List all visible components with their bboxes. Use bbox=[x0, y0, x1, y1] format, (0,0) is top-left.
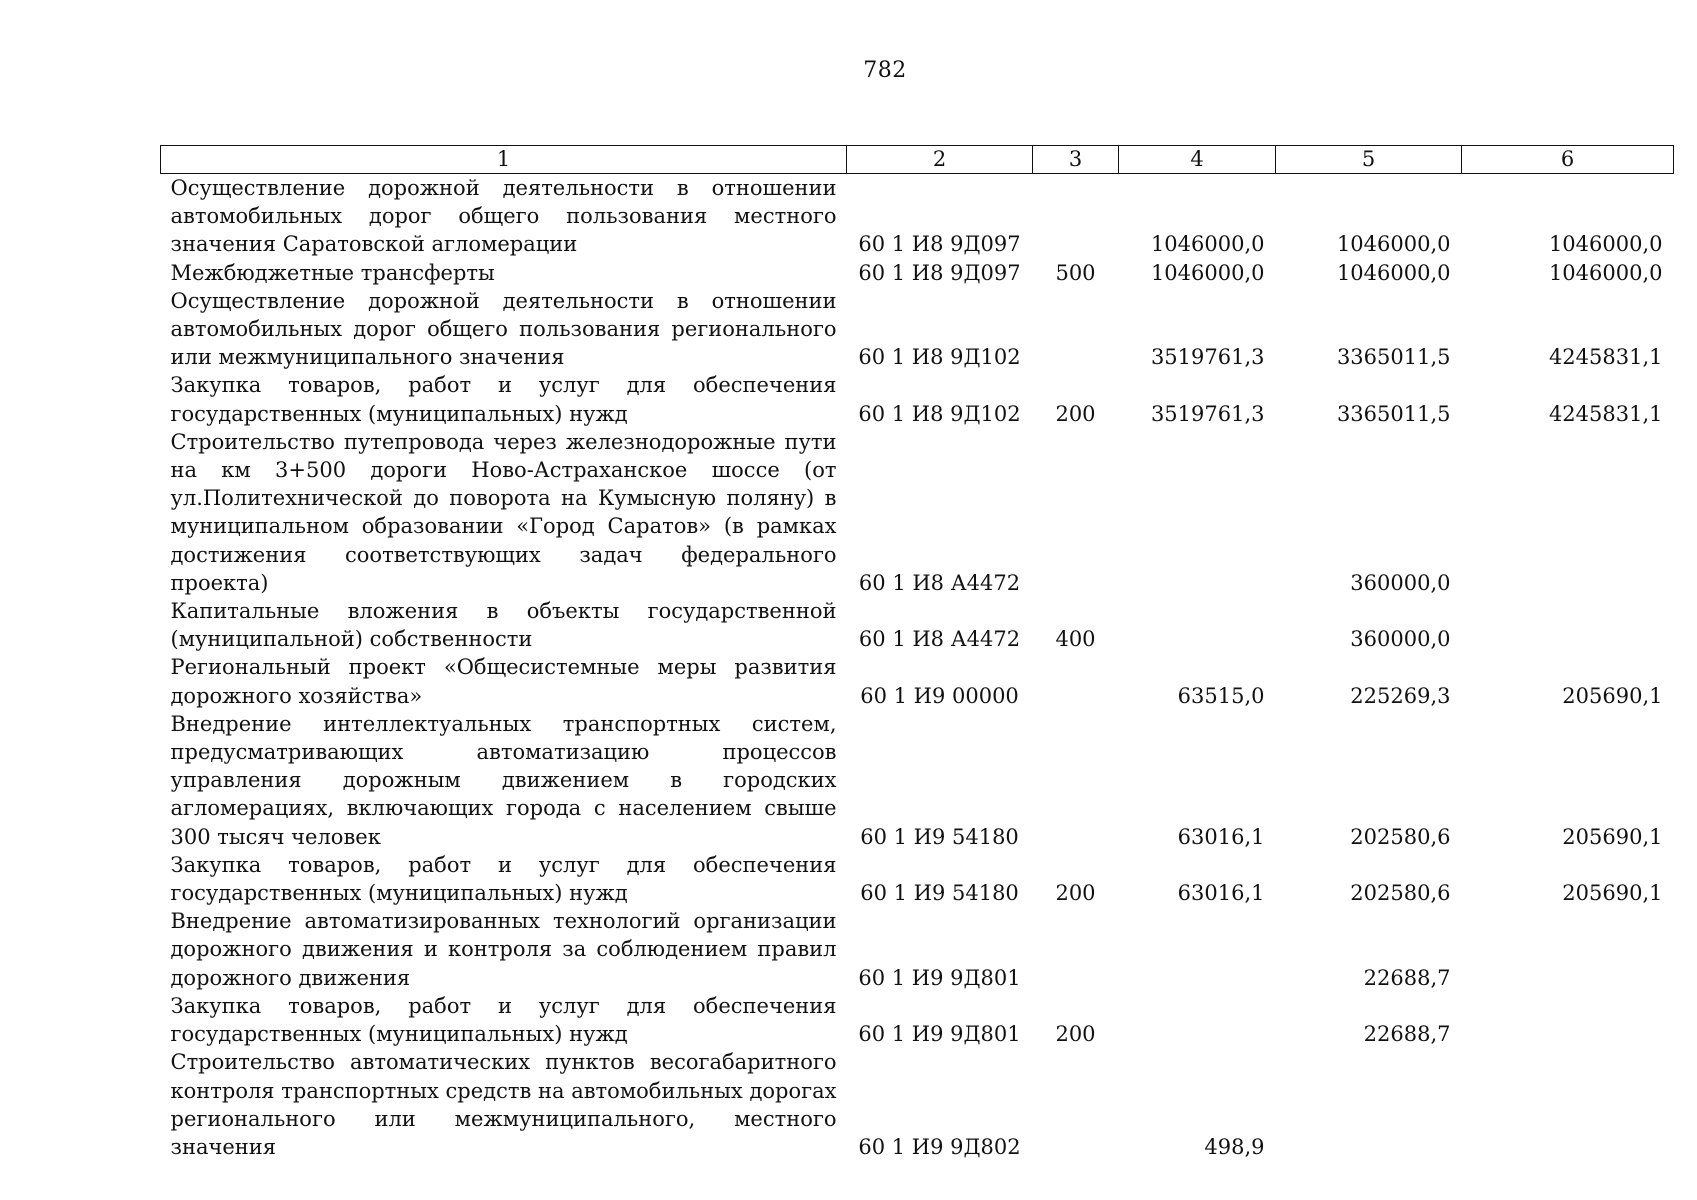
row-amount-col5: 3365011,5 bbox=[1336, 401, 1451, 426]
row-expense-type bbox=[1033, 428, 1119, 597]
row-amount-col5: 22688,7 bbox=[1363, 1022, 1451, 1047]
row-target-code: 60 1 И8 9Д097 bbox=[858, 260, 1021, 285]
budget-table bbox=[160, 145, 1674, 1161]
row-amount-col6 bbox=[1462, 1048, 1674, 1161]
row-amount-col5: 1046000,0 bbox=[1336, 260, 1451, 285]
header-col-6: 6 bbox=[1462, 146, 1674, 174]
row-expense-type: 200 bbox=[1055, 1022, 1096, 1047]
row-name: Региональный проект «Общесистемные меры развития дорожного хозяйства» bbox=[170, 655, 837, 708]
row-expense-type bbox=[1033, 710, 1119, 851]
row-target-code: 60 1 И8 А4472 bbox=[858, 570, 1021, 595]
table-row bbox=[161, 597, 1674, 653]
row-name: Закупка товаров, работ и услуг для обеспечения государственных (муниципальных) нужд bbox=[170, 993, 837, 1047]
row-amount-col4 bbox=[1119, 428, 1276, 597]
row-amount-col4: 63515,0 bbox=[1177, 683, 1265, 708]
row-amount-col6 bbox=[1462, 992, 1674, 1048]
row-expense-type bbox=[1033, 907, 1119, 992]
row-target-code: 60 1 И8 9Д097 bbox=[858, 232, 1021, 257]
row-target-code: 60 1 И8 9Д102 bbox=[858, 401, 1021, 426]
table-row bbox=[161, 259, 1674, 287]
row-name: Закупка товаров, работ и услуг для обеспечения государственных (муниципальных) нужд bbox=[170, 852, 837, 906]
row-amount-col4: 3519761,3 bbox=[1150, 401, 1265, 426]
row-amount-col6: 205690,1 bbox=[1562, 881, 1663, 906]
row-expense-type bbox=[1033, 653, 1119, 709]
row-amount-col4: 63016,1 bbox=[1177, 881, 1265, 906]
row-target-code: 60 1 И9 9Д801 bbox=[858, 1022, 1021, 1047]
row-amount-col5: 360000,0 bbox=[1350, 570, 1451, 595]
row-amount-col4: 1046000,0 bbox=[1150, 232, 1265, 257]
row-amount-col6: 4245831,1 bbox=[1548, 401, 1663, 426]
row-amount-col5: 22688,7 bbox=[1363, 965, 1451, 990]
table-row bbox=[161, 174, 1674, 259]
table-header-row bbox=[161, 146, 1674, 174]
table-row bbox=[161, 907, 1674, 992]
row-amount-col4 bbox=[1119, 992, 1276, 1048]
row-amount-col6 bbox=[1462, 907, 1674, 992]
row-expense-type bbox=[1033, 287, 1119, 372]
row-target-code: 60 1 И9 54180 bbox=[860, 824, 1019, 849]
row-target-code: 60 1 И9 9Д802 bbox=[858, 1134, 1021, 1159]
row-name: Закупка товаров, работ и услуг для обеспечения государственных (муниципальных) нужд bbox=[170, 373, 837, 426]
row-expense-type: 200 bbox=[1055, 401, 1096, 426]
row-amount-col6: 205690,1 bbox=[1562, 824, 1663, 849]
table-row bbox=[161, 428, 1674, 597]
row-name: Осуществление дорожной деятельности в отношении автомобильных дорог общего пользования регионального или межмуниципального значения bbox=[170, 288, 837, 370]
row-name: Внедрение автоматизированных технологий организации дорожного движения и контроля за соблюдением правил дорожного движения bbox=[170, 909, 837, 990]
row-amount-col6 bbox=[1462, 597, 1674, 653]
row-name: Строительство автоматических пунктов весогабаритного контроля транспортных средств на автомобильных дорогах регионального или межмуниципального, местного значения bbox=[170, 1050, 837, 1159]
row-amount-col4: 498,9 bbox=[1204, 1134, 1265, 1159]
table-row bbox=[161, 992, 1674, 1048]
row-amount-col4: 1046000,0 bbox=[1150, 260, 1265, 285]
row-amount-col4 bbox=[1119, 597, 1276, 653]
row-name: Строительство путепровода через железнодорожные пути на км 3+500 дороги Ново-Астраханское шоссе (от ул.Политехнической до поворота на Кумысную поляну) в муниципальном образовании «Город Саратов» (в рамках достижения соответствующих задач федерального проекта) bbox=[170, 429, 837, 595]
row-amount-col4: 63016,1 bbox=[1177, 824, 1265, 849]
row-expense-type bbox=[1033, 1048, 1119, 1161]
table-row bbox=[161, 1048, 1674, 1161]
row-amount-col5: 202580,6 bbox=[1350, 824, 1451, 849]
row-amount-col4: 3519761,3 bbox=[1150, 345, 1265, 370]
row-amount-col5: 225269,3 bbox=[1350, 683, 1451, 708]
row-amount-col5 bbox=[1276, 1048, 1462, 1161]
row-amount-col6: 1046000,0 bbox=[1548, 232, 1663, 257]
header-col-2: 2 bbox=[847, 146, 1033, 174]
row-expense-type: 400 bbox=[1055, 627, 1096, 652]
row-amount-col5: 360000,0 bbox=[1350, 627, 1451, 652]
header-col-1: 1 bbox=[161, 146, 847, 174]
row-target-code: 60 1 И8 9Д102 bbox=[858, 345, 1021, 370]
table-row bbox=[161, 851, 1674, 907]
row-amount-col6: 4245831,1 bbox=[1548, 345, 1663, 370]
row-name: Внедрение интеллектуальных транспортных систем, предусматривающих автоматизацию процессов управления дорожным движением в городских агломерациях, включающих города с населением свыше 300 тысяч человек bbox=[170, 711, 837, 849]
row-name: Осуществление дорожной деятельности в отношении автомобильных дорог общего пользования местного значения Саратовской агломерации bbox=[170, 176, 837, 257]
row-target-code: 60 1 И9 9Д801 bbox=[858, 965, 1021, 990]
page-number: 782 bbox=[863, 58, 907, 83]
row-expense-type: 500 bbox=[1055, 260, 1096, 285]
row-expense-type bbox=[1033, 174, 1119, 259]
header-col-4: 4 bbox=[1119, 146, 1276, 174]
row-amount-col5: 3365011,5 bbox=[1336, 345, 1451, 370]
row-amount-col6: 1046000,0 bbox=[1548, 260, 1663, 285]
row-amount-col6 bbox=[1462, 428, 1674, 597]
table-row bbox=[161, 371, 1674, 427]
row-name: Капитальные вложения в объекты государственной (муниципальной) собственности bbox=[170, 599, 837, 652]
header-col-3: 3 bbox=[1033, 146, 1119, 174]
row-target-code: 60 1 И9 00000 bbox=[860, 683, 1019, 708]
header-col-5: 5 bbox=[1276, 146, 1462, 174]
row-target-code: 60 1 И8 А4472 bbox=[858, 627, 1021, 652]
row-amount-col5: 202580,6 bbox=[1350, 881, 1451, 906]
row-target-code: 60 1 И9 54180 bbox=[860, 881, 1019, 906]
table-row bbox=[161, 710, 1674, 851]
row-expense-type: 200 bbox=[1055, 881, 1096, 906]
row-amount-col4 bbox=[1119, 907, 1276, 992]
table-row bbox=[161, 653, 1674, 709]
row-amount-col6: 205690,1 bbox=[1562, 683, 1663, 708]
row-amount-col5: 1046000,0 bbox=[1336, 232, 1451, 257]
row-name: Межбюджетные трансферты bbox=[170, 260, 495, 285]
table-row bbox=[161, 287, 1674, 372]
